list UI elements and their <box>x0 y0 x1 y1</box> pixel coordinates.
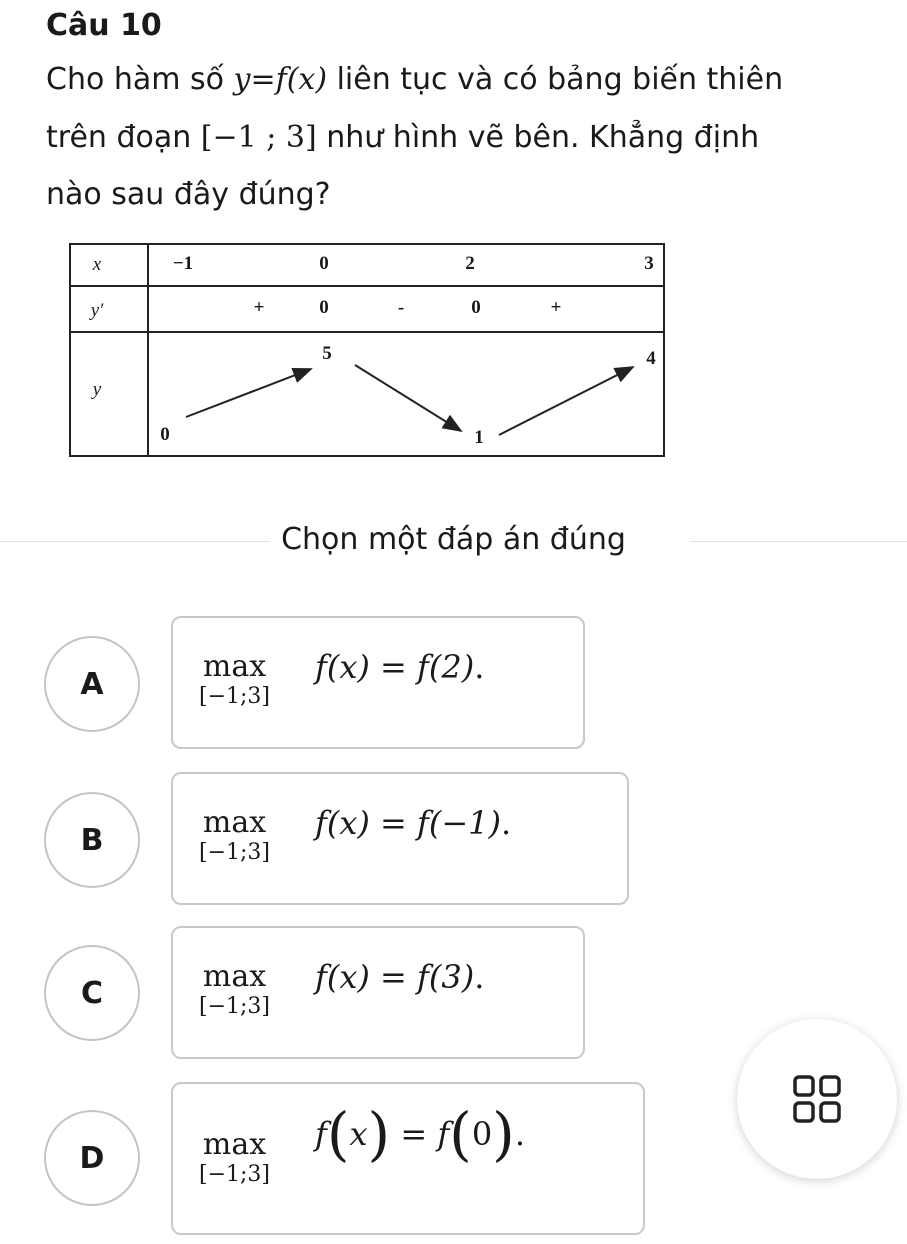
x-value: 0 <box>319 253 329 274</box>
y-value: 0 <box>160 424 170 445</box>
yprime-zero: 0 <box>471 297 481 318</box>
option-d-letter[interactable]: D <box>44 1110 140 1206</box>
option-d-expression: f ( x ) = f ( 0 ) . <box>315 1100 525 1168</box>
yprime-sign: + <box>253 297 265 318</box>
x-value: 2 <box>465 253 475 274</box>
y-value: 5 <box>322 343 332 364</box>
y-value: 1 <box>474 427 484 448</box>
y-value: 4 <box>646 348 656 369</box>
max-operator: max [−1;3] <box>199 1127 271 1187</box>
yprime-sign: + <box>550 297 562 318</box>
option-c-letter[interactable]: C <box>44 945 140 1041</box>
option-a-letter[interactable]: A <box>44 636 140 732</box>
x-value: 3 <box>644 253 654 274</box>
question-title: Câu 10 <box>46 8 162 43</box>
question-line-3: nào sau đây đúng? <box>46 177 331 212</box>
increasing-arrow <box>499 367 633 435</box>
question-line-2: trên đoạn [−1 ; 3] như hình vẽ bên. Khẳng định <box>46 120 760 155</box>
yprime-sign: - <box>397 297 405 318</box>
option-a-button[interactable] <box>171 616 585 749</box>
option-a-expression: f(x) = f(2). <box>315 648 485 686</box>
choose-answer-label: Chọn một đáp án đúng <box>281 522 626 557</box>
interval-expression: [−1 ; 3] <box>200 120 317 155</box>
option-c-expression: f(x) = f(3). <box>315 958 485 996</box>
increasing-arrow <box>186 369 311 417</box>
option-c-button[interactable] <box>171 926 585 1059</box>
yprime-zero: 0 <box>319 297 329 318</box>
option-b-letter[interactable]: B <box>44 792 140 888</box>
x-label: x <box>92 254 102 275</box>
y-label: y <box>92 379 102 400</box>
question-line-1: Cho hàm số y=f(x) liên tục và có bảng biến thiên <box>46 62 784 97</box>
decreasing-arrow <box>355 365 461 431</box>
question-grid-button[interactable] <box>737 1019 897 1179</box>
x-value: −1 <box>172 253 194 274</box>
variation-arrows <box>71 245 667 459</box>
max-operator: max [−1;3] <box>199 805 271 865</box>
grid-icon <box>792 1074 842 1124</box>
option-b-expression: f(x) = f(−1). <box>315 804 512 842</box>
option-d-button[interactable] <box>171 1082 645 1235</box>
option-b-button[interactable] <box>171 772 629 905</box>
max-operator: max [−1;3] <box>199 649 271 709</box>
variation-table <box>69 243 665 457</box>
max-operator: max [−1;3] <box>199 959 271 1019</box>
yprime-label: y′ <box>90 300 104 321</box>
function-expression: y=f(x) <box>233 62 328 97</box>
